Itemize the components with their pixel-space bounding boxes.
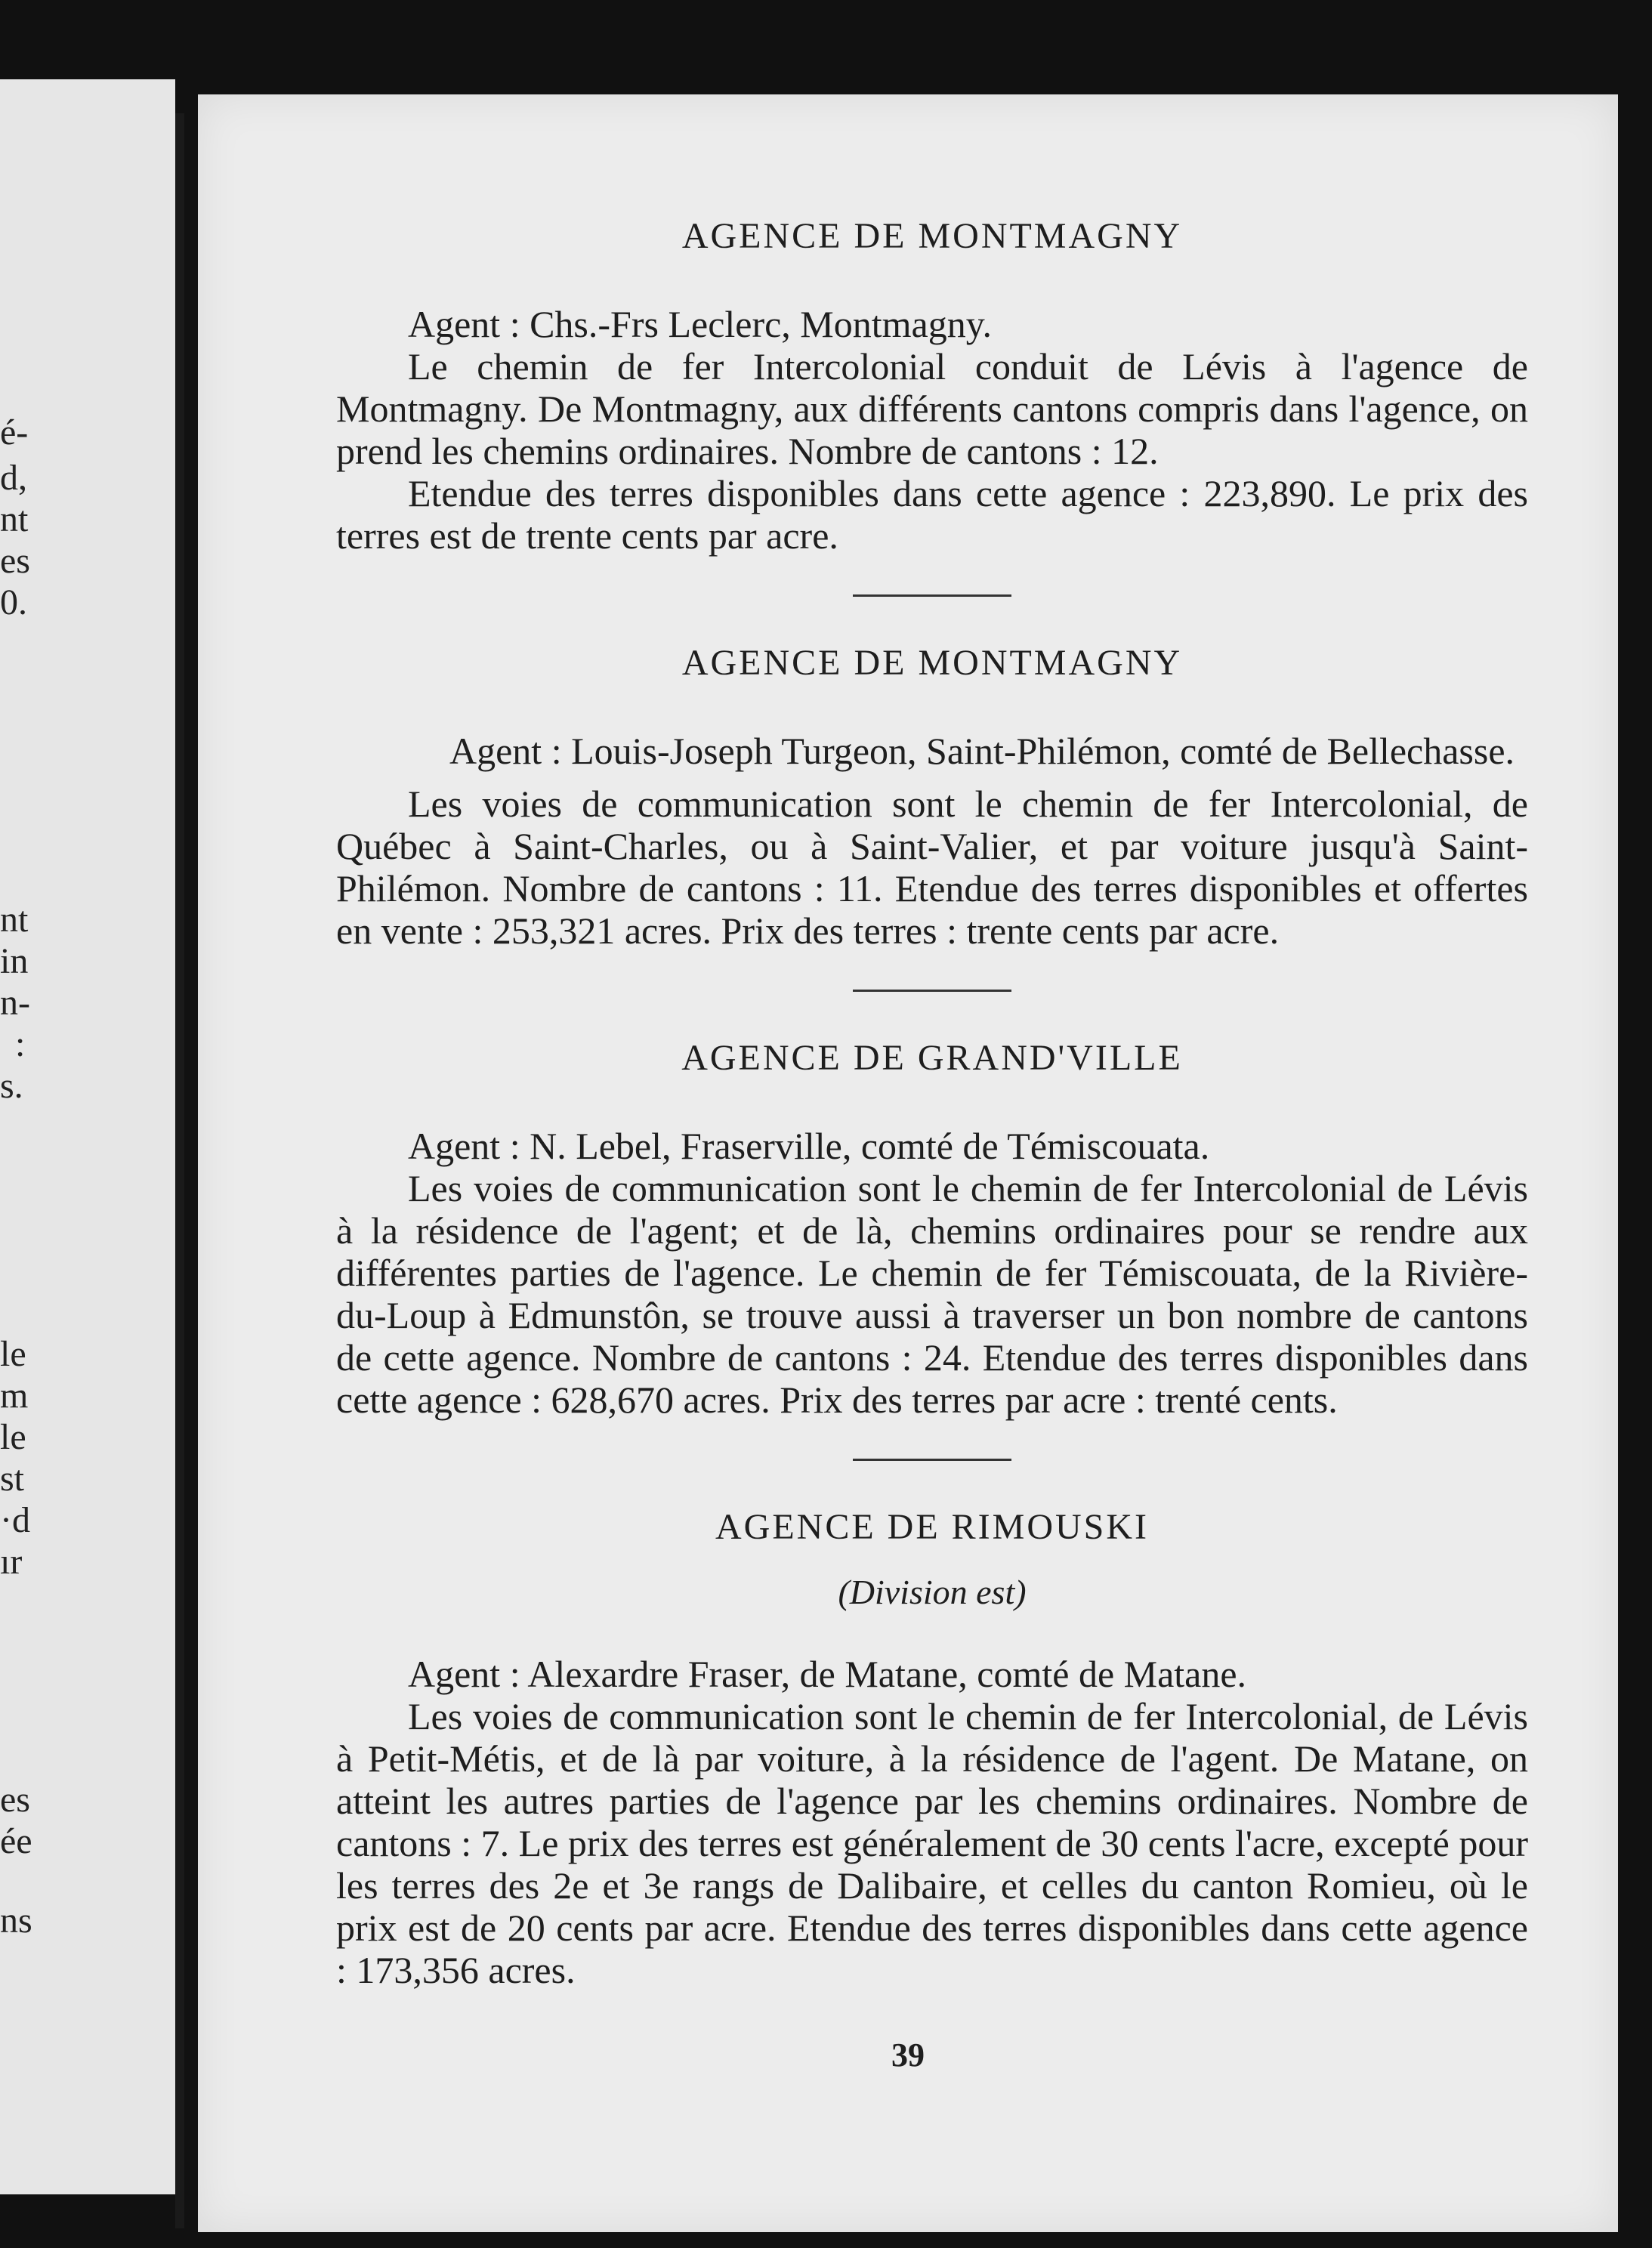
section-divider (853, 594, 1011, 597)
previous-page-fragment: es (0, 541, 30, 581)
section-divider (853, 990, 1011, 992)
previous-page-fragment: nt (0, 900, 29, 940)
previous-page-fragment: nt (0, 499, 29, 539)
agent-paragraph: Agent : Alexardre Fraser, de Matane, comté de Matane. (408, 1653, 1247, 1695)
agent-paragraph: Agent : Chs.-Frs Leclerc, Montmagny. (408, 303, 992, 345)
agent-paragraph: Agent : N. Lebel, Fraserville, comté de Témiscouata. (408, 1125, 1210, 1167)
previous-page-fragment: ée (0, 1821, 32, 1861)
body-paragraph: Les voies de communication sont le chemin de fer Intercolonial, de Lévis à Petit-Métis, et de là par voiture, à la résidence de l'agent. De Matane, on atteint les autres parties de l'agence par les chemins ordinaires. Nombre de cantons : 7. Le prix des terres est généralement de 30 cents l'acre, excepté pour les terres des 2e et 3e rangs de Dalibaire, et celles du canton Romieu, où le prix est de 20 cents par acre. Etendue des terres disponibles dans cette agence : 173,356 acres. (336, 1695, 1528, 1991)
document-page (198, 94, 1618, 2232)
previous-page-fragment: st (0, 1459, 25, 1499)
section-divider (853, 1459, 1011, 1461)
previous-page-fragment: es (0, 1780, 30, 1820)
previous-page-fragment: le (0, 1417, 26, 1457)
agent-paragraph: Agent : Louis-Joseph Turgeon, Saint-Philémon, comté de Bellechasse. (449, 730, 1515, 772)
section-heading: AGENCE DE MONTMAGNY (681, 216, 1183, 256)
previous-page-fragment: in (0, 941, 29, 981)
previous-page-edge (0, 79, 175, 2194)
page-number: 39 (891, 2036, 925, 2074)
section-heading: AGENCE DE GRAND'VILLE (681, 1038, 1183, 1078)
page-content (336, 215, 1528, 1991)
section-heading: AGENCE DE RIMOUSKI (715, 1507, 1149, 1547)
previous-page-fragment: 0. (0, 582, 27, 622)
previous-page-fragment: d, (0, 458, 27, 498)
body-paragraph: Les voies de communication sont le chemin de fer Intercolonial de Lévis à la résidence de l'agent; et de là, chemins ordinaires pour se rendre aux différentes parties de l'agence. Le chemin de fer Témiscouata, de la Rivière-du-Loup à Edmunstôn, se trouve aussi à traverser un bon nombre de cantons de cette agence. Nombre de cantons : 24. Etendue des terres disponibles dans cette agence : 628,670 acres. Prix des terres par acre : trenté cents. (336, 1167, 1528, 1421)
body-paragraph: Les voies de communication sont le chemin de fer Intercolonial, de Québec à Saint-Charles, ou à Saint-Valier, et par voiture jusqu'à Saint-Philémon. Nombre de cantons : 11. Etendue des terres disponibles et offertes en vente : 253,321 acres. Prix des terres : trente cents par acre. (336, 783, 1528, 952)
previous-page-fragment: ır (0, 1542, 23, 1582)
body-paragraph: Le chemin de fer Intercolonial conduit de Lévis à l'agence de Montmagny. De Montmagny, aux différents cantons compris dans l'agence, on prend les chemins ordinaires. Nombre de cantons : 12. (336, 345, 1528, 472)
previous-page-fragment: : (15, 1024, 26, 1064)
section-subheading: (Division est) (838, 1573, 1027, 1611)
book-binding (175, 113, 184, 2228)
previous-page-fragment: ·d (0, 1500, 30, 1540)
body-paragraph: Etendue des terres disponibles dans cette agence : 223,890. Le prix des terres est de trente cents par acre. (336, 472, 1528, 557)
previous-page-fragment: n- (0, 983, 30, 1023)
previous-page-fragment: é- (0, 412, 29, 452)
previous-page-fragment: s. (0, 1066, 23, 1106)
section-heading: AGENCE DE MONTMAGNY (681, 643, 1183, 683)
previous-page-fragment: m (0, 1376, 29, 1416)
previous-page-fragment: le (0, 1334, 26, 1374)
previous-page-fragment: ns (0, 1901, 32, 1941)
